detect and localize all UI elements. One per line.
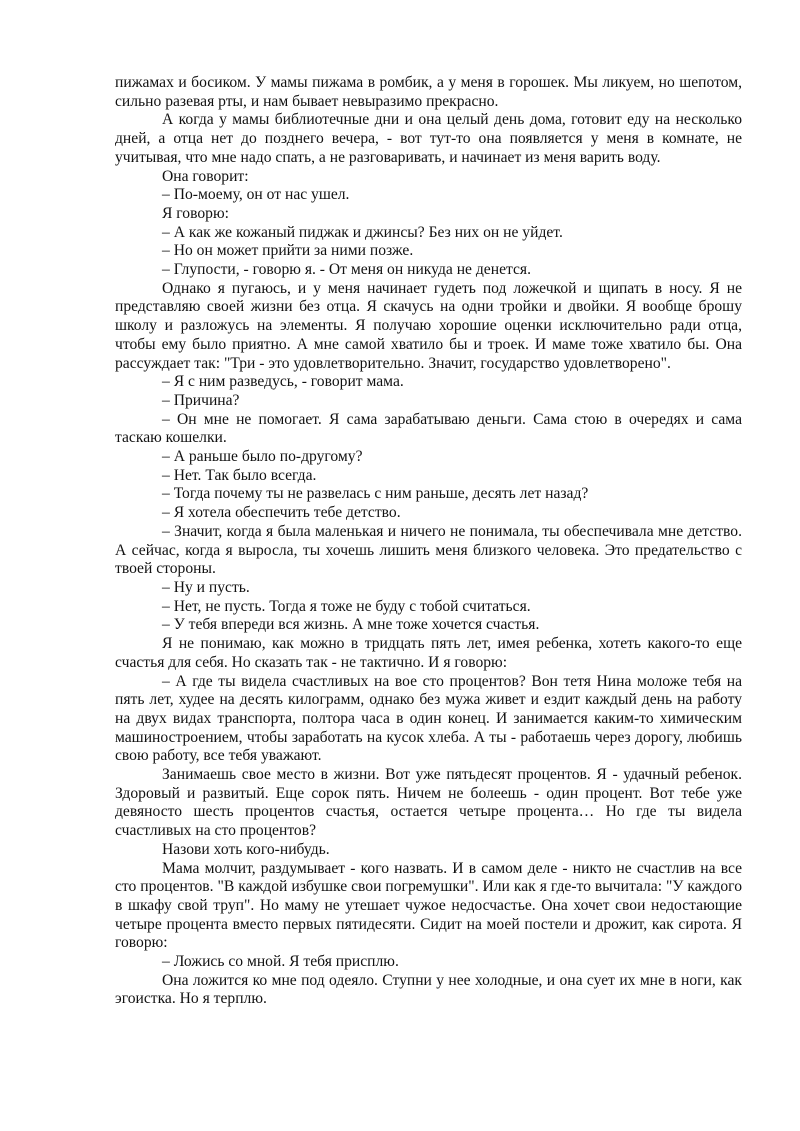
paragraph: Занимаешь свое место в жизни. Вот уже пятьдесят процентов. Я - удачный ребенок. Здоровый и развитый. Еще сорок пять. Ничем не болеешь - один процент. Вот тебе уже девяносто шесть процентов счастья, остается четыре процента… Но где ты видела счастливых на сто процентов? (115, 766, 742, 840)
dialogue-line: – У тебя впереди вся жизнь. А мне тоже хочется счастья. (162, 616, 540, 634)
paragraph: А когда у мамы библиотечные дни и она целый день дома, готовит еду на несколько дней, а отца нет до позднего вечера, - вот тут-то она появляется у меня в комнате, не учитывая, что мне надо спать, а не разговаривать, и начинает из меня варить воду. (115, 111, 742, 166)
paragraph: пижамах и босиком. У мамы пижама в ромбик, а у меня в горошек. Мы ликуем, но шепотом, сильно разевая рты, и нам бывает невыразимо прекрасно. (115, 74, 742, 110)
dialogue-line: – Но он может прийти за ними позже. (162, 242, 414, 260)
paragraph: Она говорит: (162, 167, 249, 185)
dialogue-line: – Тогда почему ты не развелась с ним раньше, десять лет назад? (162, 485, 589, 503)
paragraph: Назови хоть кого-нибудь. (162, 840, 330, 858)
paragraph: Я говорю: (162, 204, 229, 222)
dialogue-line: – По-моему, он от нас ушел. (162, 186, 350, 204)
dialogue-line: – Ну и пусть. (162, 578, 250, 596)
dialogue-line: – Ложись со мной. Я тебя присплю. (162, 953, 399, 971)
dialogue-line: – Он мне не помогает. Я сама зарабатываю деньги. Сама стою в очередях и сама таскаю кошелки. (115, 410, 742, 447)
dialogue-line: – Причина? (162, 391, 240, 409)
dialogue-line: – Я хотела обеспечить тебе детство. (162, 504, 401, 522)
dialogue-line: – Я с ним разведусь, - говорит мама. (162, 373, 404, 391)
document-page (115, 74, 742, 1009)
paragraph: Она ложится ко мне под одеяло. Ступни у нее холодные, и она сует их мне в ноги, как эгоистка. Но я терплю. (115, 971, 742, 1008)
paragraph: Однако я пугаюсь, и у меня начинает гудеть под ложечкой и щипать в носу. Я не представляю своей жизни без отца. Я скачусь на одни тройки и двойки. Я вообще брошу школу и разложусь на элементы. Я получаю хорошие оценки исключительно ради отца, чтобы ему было приятно. А мне самой хватило бы и троек. И маме тоже хватило бы. Она рассуждает так: "Три - это удовлетворительно. Значит, государство удовлетворено". (115, 279, 742, 372)
paragraph: Я не понимаю, как можно в тридцать пять лет, имея ребенка, хотеть какого-то еще счастья для себя. Но сказать так - не тактично. И я говорю: (115, 635, 742, 671)
dialogue-line: – А как же кожаный пиджак и джинсы? Без них он не уйдет. (162, 223, 563, 241)
paragraph: Мама молчит, раздумывает - кого назвать. И в самом деле - никто не счастлив на все сто процентов. "В каждой избушке свои погремушки". Или как я где-то вычитала: "У каждого в шкафу свой труп". Но маму не утешает чужое недосчастье. Она хочет свои недостающие четыре процента вместо первых пятидесяти. Сидит на моей постели и дрожит, как сирота. Я говорю: (115, 859, 742, 952)
dialogue-line: – Значит, когда я была маленькая и ничего не понимала, ты обеспечивала мне детство. А сейчас, когда я выросла, ты хочешь лишить меня близкого человека. Это предательство с твоей стороны. (115, 522, 742, 578)
dialogue-line: – А раньше было по-другому? (162, 448, 363, 466)
dialogue-line: – Глупости, - говорю я. - От меня он никуда не денется. (162, 261, 531, 279)
dialogue-line: – Нет, не пусть. Тогда я тоже не буду с тобой считаться. (162, 597, 531, 615)
dialogue-line: – А где ты видела счастливых на вое сто процентов? Вон тетя Нина моложе тебя на пять лет, худее на десять килограмм, однако без мужа живет и ездит каждый день на работу на двух видах транспорта, полтора часа в один конец. И занимается каким-то химическим машиностроением, чтобы заработать на кусок хлеба. А ты - работаешь через дорогу, любишь свою работу, все тебя уважают. (115, 672, 742, 765)
dialogue-line: – Нет. Так было всегда. (162, 466, 317, 484)
